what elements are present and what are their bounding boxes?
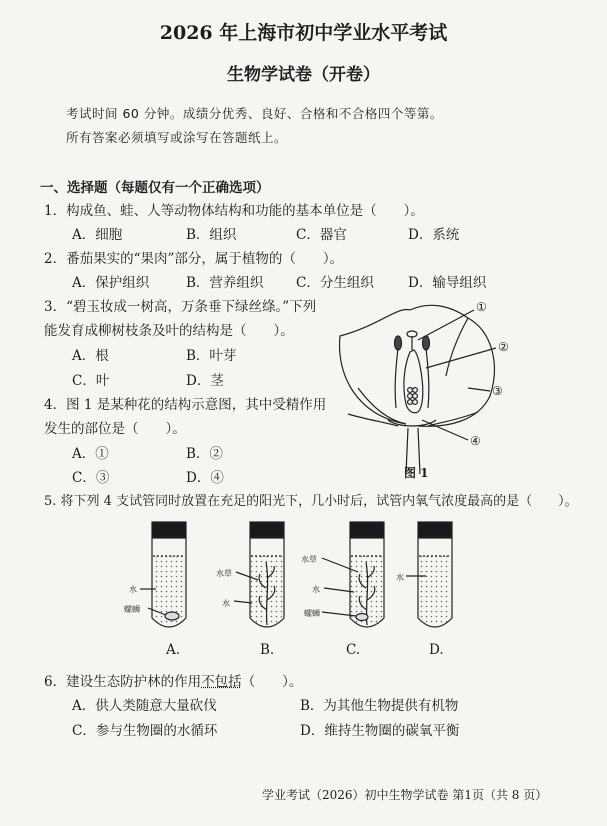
section-heading: 一、选择题（每题仅有一个正确选项） [40,180,270,196]
tube-b-plant-label: 水草 [216,569,232,578]
question-6-option-d: D．维持生物圈的碳氧平衡 [300,723,460,739]
question-5-option-d: D. [429,642,444,658]
question-2-option-c: C．分生组织 [296,275,374,291]
question-3-stem-line2: 能发育成柳树枝条及叶的结构是（ ）。 [44,323,294,339]
test-tube-b [234,522,284,627]
figure-1-caption: 图 1 [404,466,429,480]
exam-title: 2026 年上海市初中学业水平考试 [159,22,448,44]
question-3-option-b: B．叶芽 [186,348,237,364]
question-4-option-b: B．② [186,446,223,462]
tube-b-water-label: 水 [222,599,230,608]
question-2-stem: 2．番茄果实的“果肉”部分，属于植物的（ ）。 [44,251,344,267]
question-3-option-c: C．叶 [72,373,110,389]
question-6-stem-prefix: 6．建设生态防护林的作用 [44,674,202,690]
question-5-option-b: B. [260,642,275,658]
question-6-stem-suffix: （ ）。 [241,674,303,690]
question-5-option-a: A. [166,642,181,658]
figure-1-marker-2: ② [498,340,509,354]
question-2-option-d: D．输导组织 [408,275,487,291]
question-1-option-b: B．组织 [186,227,237,243]
question-6-stem [44,670,302,690]
figure-1-marker-1: ① [476,300,487,314]
question-4-stem-line2: 发生的部位是（ ）。 [44,421,186,437]
test-tube-c [322,522,384,627]
question-1-option-c: C．器官 [296,227,347,243]
figure-1-marker-3: ③ [492,384,503,398]
question-6-option-b: B．为其他生物提供有机物 [300,698,459,714]
tube-c-snail-label: 螺蛳 [304,609,320,618]
question-6-option-a: A．供人类随意大量砍伐 [72,698,217,714]
question-5-stem: 5. 将下列 4 支试管同时放置在充足的阳光下，几小时后，试管内氧气浓度最高的是（ ）。 [44,494,578,509]
tube-d-water-label: 水 [396,573,404,582]
tube-c-water-label: 水 [312,585,320,594]
question-2-option-a: A．保护组织 [72,275,150,291]
question-3-option-d: D．茎 [186,373,224,389]
question-3-option-a: A．根 [72,348,109,364]
test-tube-d [406,522,452,627]
tube-a-snail-label: 螺蛳 [124,605,140,614]
question-5-test-tubes [100,520,500,640]
exam-subtitle: 生物学试卷（开卷） [227,65,380,85]
question-2-option-b: B．营养组织 [186,275,264,291]
tube-c-plant-label: 水草 [301,555,317,564]
question-4-option-a: A．① [72,446,109,462]
question-4-option-d: D．④ [186,470,224,486]
question-6-stem-emphasis: 不包括 [201,674,242,690]
question-4-stem-line1: 4．图 1 是某种花的结构示意图，其中受精作用 [44,397,327,413]
figure-1-flower-diagram [318,296,518,481]
question-1-stem: 1．构成鱼、蛙、人等动物体结构和功能的基本单位是（ ）。 [44,203,424,219]
exam-note-1: 考试时间 60 分钟。成绩分优秀、良好、合格和不合格四个等第。 [66,106,443,121]
tube-a-water-label: 水 [129,585,137,594]
page-footer: 学业考试（2026）初中生物学试卷 第1页（共 8 页） [262,788,548,802]
question-6-option-c: C．参与生物圈的水循环 [72,723,218,739]
question-3-stem-line1: 3．“碧玉妆成一树高，万条垂下绿丝绦。”下列 [44,299,317,315]
exam-note-2: 所有答案必须填写或涂写在答题纸上。 [66,130,288,145]
test-tube-a [140,522,186,627]
question-1-option-a: A．细胞 [72,227,123,243]
figure-1-marker-4: ④ [470,434,481,448]
question-1-option-d: D．系统 [408,227,460,243]
question-4-option-c: C．③ [72,470,110,486]
question-5-option-c: C. [346,642,361,658]
